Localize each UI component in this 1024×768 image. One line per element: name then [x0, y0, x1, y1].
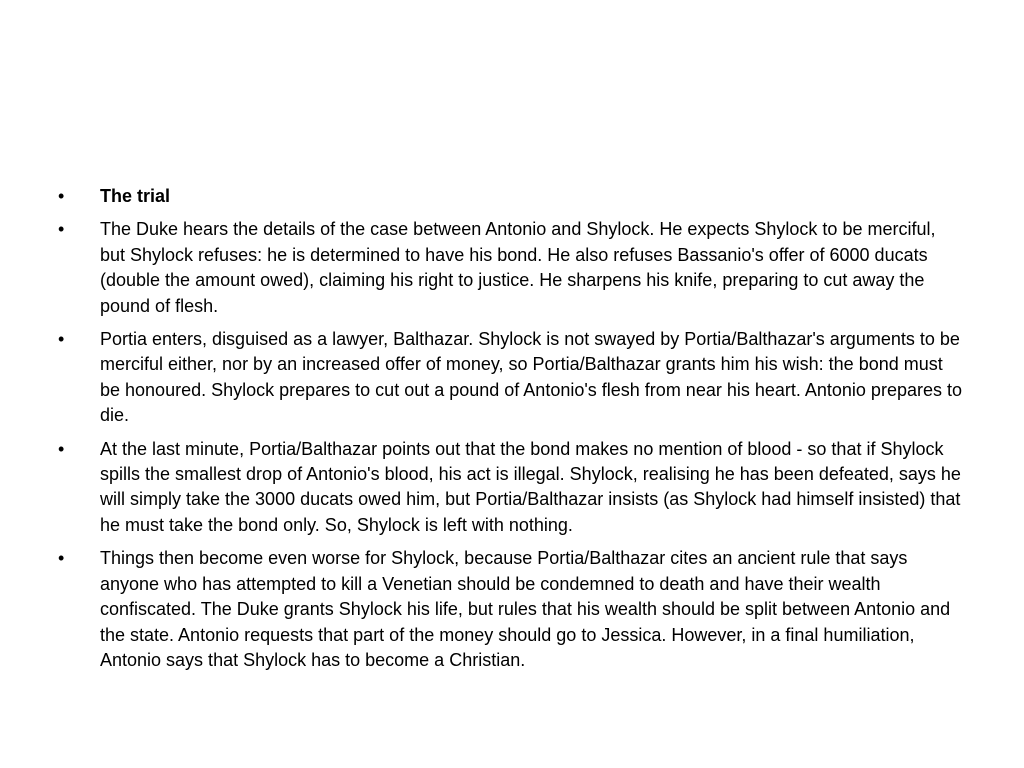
- bullet-point-icon: •: [58, 548, 65, 569]
- bullet-text: The Duke hears the details of the case between Antonio and Shylock. He expects Shylock to be merciful, but Shylock refuses: he is determined to have his bond. He also refuses Bassanio's offer of 6000 ducats (double the amount owed), claiming his right to justice. He sharpens his knife, preparing to cut away the pound of flesh.: [100, 219, 936, 316]
- bullet-point-icon: •: [58, 438, 65, 459]
- bullet-item: [58, 327, 964, 429]
- bullet-text: Things then become even worse for Shylock, because Portia/Balthazar cites an ancient rule that says anyone who has attempted to kill a Venetian should be condemned to death and have their wealth confiscated. The Duke grants Shylock his life, but rules that his wealth should be split between Antonio and the state. Antonio requests that part of the money should go to Jessica. However, in a final humiliation, Antonio says that Shylock has to become a Christian.: [100, 548, 951, 670]
- bullet-point-icon: •: [58, 329, 65, 350]
- bullet-text: At the last minute, Portia/Balthazar points out that the bond makes no mention of blood - so that if Shylock spills the smallest drop of Antonio's blood, his act is illegal. Shylock, realising he has been defeated, says he will simply take the 3000 ducats owed him, but Portia/Balthazar insists (as Shylock had himself insisted) that he must take the bond only. So, Shylock is left with nothing.: [100, 438, 961, 535]
- bullet-item: [58, 437, 964, 539]
- bullet-point-icon: •: [58, 186, 65, 206]
- slide-heading: The trial: [100, 186, 171, 206]
- bullet-list: [58, 184, 964, 681]
- bullet-point-icon: •: [58, 219, 65, 240]
- bullet-item-heading: [58, 184, 964, 209]
- bullet-item: [58, 546, 964, 673]
- bullet-text: Portia enters, disguised as a lawyer, Balthazar. Shylock is not swayed by Portia/Balthazar's arguments to be merciful either, nor by an increased offer of money, so Portia/Balthazar grants him his wish: the bond must be honoured. Shylock prepares to cut out a pound of Antonio's flesh from near his heart. Antonio prepares to die.: [100, 329, 962, 426]
- bullet-item: [58, 217, 964, 319]
